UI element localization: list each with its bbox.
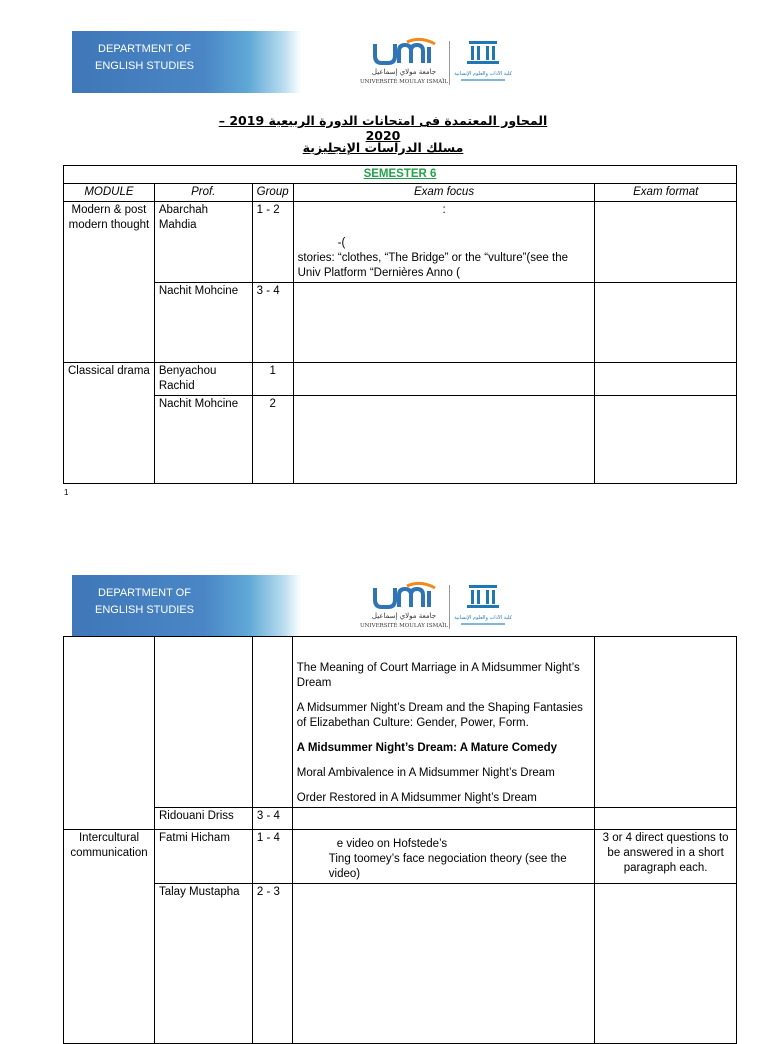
prof-cell: Nachit Mohcine [154,396,252,484]
group-cell: 3 - 4 [252,808,292,830]
exam-format-cell: 3 or 4 direct questions to be answered in a short paragraph each. [595,830,737,884]
header-banner [72,575,513,637]
table-row [64,637,737,808]
table-row [64,202,737,283]
faculty-logo [455,581,511,633]
header-prof: Prof. [154,184,252,202]
table-row [64,283,737,363]
prof-cell: Abarchah Mahdia [154,202,252,283]
logo-divider [449,41,450,85]
group-cell: 1 [252,363,293,396]
header-exam-format: Exam format [595,184,737,202]
prof-cell: Nachit Mohcine [154,283,252,363]
exam-focus-cell [293,283,595,363]
university-logo [359,582,449,632]
exam-focus-cell [292,637,594,808]
exam-format-cell [595,363,737,396]
table-row [64,808,737,830]
prof-cell: Benyachou Rachid [154,363,252,396]
semester-label: SEMESTER 6 [64,166,737,184]
header-banner [72,31,513,93]
exam-format-cell [595,202,737,283]
semester-row [64,166,737,184]
department-label: DEPARTMENT OF ENGLISH STUDIES [94,43,195,72]
group-cell: 2 [252,396,293,484]
header-module: MODULE [64,184,155,202]
group-cell [252,637,292,808]
exam-focus-cell [293,396,595,484]
table-row [64,363,737,396]
group-cell: 2 - 3 [252,884,292,1044]
program-title-arabic: مسلك الدراسات الإنجليزية [302,140,464,155]
exam-focus-cell [292,884,594,1044]
module-cell [64,637,155,830]
exam-focus-cell: e video on Hofstede’s Ting toomey’s face negociation theory (see the video) [292,830,594,884]
footnote-marker: 1 [64,488,69,497]
exam-table-page1 [63,165,737,484]
prof-cell: Ridouani Driss [154,808,252,830]
svg-text:كلية الآداب والعلوم الإنسانية: كلية الآداب والعلوم الإنسانية [454,71,512,77]
exam-focus-cell [292,808,594,830]
group-cell: 1 - 4 [252,830,292,884]
exam-title-arabic: المحاور المعتمدة فى امتحانات الدورة الربيعية 2019 – 2020 [218,113,548,143]
exam-format-cell [595,283,737,363]
svg-text:UNIVERSITÉ MOULAY ISMAÏL: UNIVERSITÉ MOULAY ISMAÏL [359,623,449,629]
table-row [64,884,737,1044]
module-cell: Modern & post modern thought [64,202,155,363]
exam-format-cell [595,637,737,808]
table-row [64,396,737,484]
module-cell: Classical drama [64,363,155,484]
exam-format-cell [595,808,737,830]
exam-focus-cell [293,363,595,396]
faculty-logo [455,37,511,89]
exam-format-cell [595,884,737,1044]
prof-cell: Fatmi Hicham [154,830,252,884]
prof-cell [154,637,252,808]
focus-item: A Midsummer Night’s Dream: A Mature Comedy [296,742,558,754]
university-logo [359,38,449,88]
table-header-row [64,184,737,202]
focus-item: A Midsummer Night’s Dream and the Shaping Fantasies of Elizabethan Culture: Gender, Power, Form. [296,702,583,729]
exam-focus-cell: : -( stories: “clothes, “The Bridge” or the “vulture”(see the Univ Platform “Dernières Anno ( [293,202,595,283]
department-label: DEPARTMENT OF ENGLISH STUDIES [94,587,195,616]
focus-item: The Meaning of Court Marriage in A Midsummer Night’s Dream [296,662,580,689]
module-cell: Intercultural communication [64,830,155,1044]
svg-text:كلية الآداب والعلوم الإنسانية: كلية الآداب والعلوم الإنسانية [454,615,512,621]
group-cell: 1 - 2 [252,202,293,283]
focus-item: Order Restored in A Midsummer Night’s Dream [296,792,537,804]
focus-item: Moral Ambivalence in A Midsummer Night’s Dream [296,767,555,779]
svg-text:جامعة مولاي إسماعيل: جامعة مولاي إسماعيل [371,612,437,620]
exam-format-cell [595,396,737,484]
svg-text:جامعة مولاي إسماعيل: جامعة مولاي إسماعيل [371,68,437,76]
table-row [64,830,737,884]
svg-text:UNIVERSITÉ MOULAY ISMAÏL: UNIVERSITÉ MOULAY ISMAÏL [359,79,449,85]
header-group: Group [252,184,293,202]
prof-cell: Talay Mustapha [154,884,252,1044]
exam-table-page2 [63,636,737,1044]
header-exam-focus: Exam focus [293,184,595,202]
logo-divider [449,585,450,629]
group-cell: 3 - 4 [252,283,293,363]
